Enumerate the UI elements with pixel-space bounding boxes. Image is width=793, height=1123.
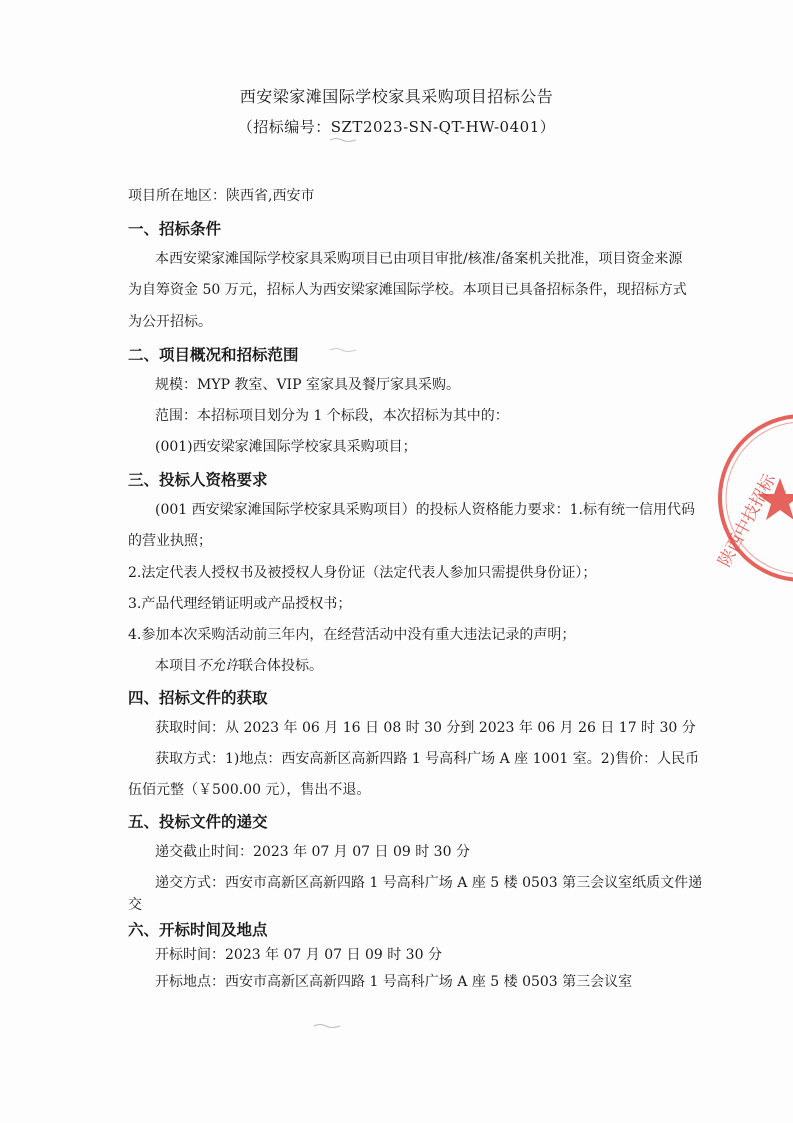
opening-location: 开标地点：西安市高新区高新四路 1 号高科广场 A 座 5 楼 0503 第三会议室 xyxy=(155,974,633,990)
document-title: 西安梁家滩国际学校家具采购项目招标公告 xyxy=(239,87,554,106)
section-heading-qualification: 三、投标人资格要求 xyxy=(128,471,268,489)
overview-scale: 规模：MYP 教室、VIP 室家具及餐厅家具采购。 xyxy=(155,377,460,393)
section-heading-submission: 五、投标文件的递交 xyxy=(128,813,268,831)
section-heading-opening: 六、开标时间及地点 xyxy=(128,921,268,939)
conditions-line-2: 为自筹资金 50 万元，招标人为西安梁家滩国际学校。本项目已具备招标条件，现招标方式 xyxy=(128,282,687,298)
scan-speck xyxy=(328,136,358,144)
consortium-handwritten: 不允许 xyxy=(197,658,239,674)
consortium-prefix: 本项目 xyxy=(155,658,197,674)
overview-scope: 范围：本招标项目划分为 1 个标段，本次招标为其中的： xyxy=(155,408,509,424)
submission-method: 递交方式：西安市高新区高新四路 1 号高科广场 A 座 5 楼 0503 第三会议室纸质文件递 xyxy=(155,875,703,891)
qualification-line-5: 4.参加本次采购活动前三年内，在经营活动中没有重大违法记录的声明； xyxy=(128,627,576,643)
qualification-line-4: 3.产品代理经销证明或产品授权书； xyxy=(128,596,352,612)
qualification-line-1: (001 西安梁家滩国际学校家具采购项目）的投标人资格能力要求：1.标有统一信用代码 xyxy=(155,502,695,518)
submission-method-cont: 交 xyxy=(128,897,142,913)
conditions-line-3: 为公开招标。 xyxy=(128,314,212,330)
overview-lot: (001)西安梁家滩国际学校家具采购项目； xyxy=(155,439,417,455)
consortium-statement xyxy=(155,656,688,676)
consortium-suffix: 联合体投标。 xyxy=(239,658,323,674)
documents-price: 伍佰元整（￥500.00 元），售出不退。 xyxy=(128,782,371,798)
tender-number: （招标编号：SZT2023-SN-QT-HW-0401） xyxy=(237,118,556,136)
section-heading-overview: 二、项目概况和招标范围 xyxy=(128,346,299,364)
documents-time: 获取时间：从 2023 年 06 月 16 日 08 时 30 分到 2023 年 06 月 26 日 17 时 30 分 xyxy=(155,720,696,736)
scan-speck xyxy=(328,346,358,354)
qualification-line-2: 的营业执照； xyxy=(128,533,212,549)
svg-text:陕西中技招标: 陕西中技招标 xyxy=(714,470,781,571)
project-location: 项目所在地区：陕西省,西安市 xyxy=(128,188,315,204)
section-heading-documents: 四、招标文件的获取 xyxy=(128,689,268,707)
scan-speck xyxy=(312,1022,342,1030)
submission-deadline: 递交截止时间：2023 年 07 月 07 日 09 时 30 分 xyxy=(155,844,470,860)
opening-time: 开标时间：2023 年 07 月 07 日 09 时 30 分 xyxy=(155,947,442,963)
qualification-line-3: 2.法定代表人授权书及被授权人身份证（法定代表人参加只需提供身份证）； xyxy=(128,565,597,581)
documents-method: 获取方式：1)地点：西安高新区高新四路 1 号高科广场 A 座 1001 室。2)售价：人民币 xyxy=(155,751,700,767)
section-heading-conditions: 一、招标条件 xyxy=(128,220,222,238)
conditions-line-1: 本西安梁家滩国际学校家具采购项目已由项目审批/核准/备案机关批准，项目资金来源 xyxy=(155,251,683,267)
company-seal xyxy=(712,408,793,588)
